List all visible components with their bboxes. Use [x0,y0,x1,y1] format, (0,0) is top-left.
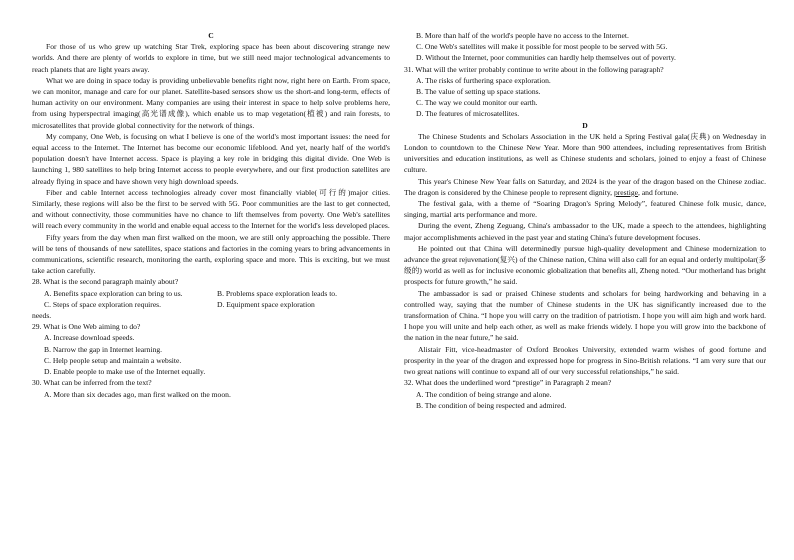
question-30 [32,377,390,399]
question-30-option-b[interactable]: B. More than half of the world's people have no access to the Internet. [416,31,629,40]
left-column [32,30,390,400]
question-28 [32,276,390,321]
passage-c-paragraph-1: For those of us who grew up watching Star Trek, exploring space has been about discovering strange new worlds. And there are plenty of worlds to explore in time, but we still need major technological advancements to reach planets that are light years away. [32,42,390,74]
question-30-option-c[interactable]: C. One Web's satellites will make it possible for most people to be served with 5G. [416,42,668,52]
passage-d-paragraph-6: The ambassador is sad or praised Chinese students and scholars for being hardworking and behaving in a controlled way, saying that the number of Chinese students in the UK has significantly increased due to the transformation of China. “I hope you will carry on the tradition of patriotism. I hope you will aim high and work hard. I hope you will unite and help each other, as well as make friends widely. I hope you will grow into the backbone of the nation in the near future,” he said. [404,288,766,343]
question-32 [404,377,766,411]
question-30-continued [404,30,766,64]
question-29-option-a[interactable]: A. Increase download speeds. [44,333,135,343]
paragraph-2-text-after: , and fortune. [638,187,679,197]
question-31-option-c[interactable]: C. The way we could monitor our earth. [416,98,538,108]
question-29 [32,321,390,377]
question-29-option-c[interactable]: C. Help people setup and maintain a website. [44,355,182,365]
passage-c-paragraph-5: Fifty years from the day when man first walked on the moon, we are still only approaching the possible. There will be tens of thousands of new satellites, space stations and factories in the coming years to bring advancements in communications, scientific research, monitoring the earth, exploring space and more. This is exciting, but we must take action carefully. [32,232,390,276]
passage-d-paragraph-1: The Chinese Students and Scholars Association in the UK held a Spring Festival gala(庆典) on Wednesday in London to countdown to the Chinese New Year. More than 900 attendees, including representatives from British universities and education institutions, as well as Chinese students and scholars, joined to enjoy a feast of Chinese culture. [404,131,766,175]
question-29-stem: 29. What is One Web aiming to do? [32,322,141,332]
question-28-option-d-continued: needs. [32,311,52,321]
question-31-stem: 31. What will the writer probably continue to write about in the following paragraph? [404,64,664,74]
passage-c-paragraph-2: What we are doing in space today is providing unbelievable benefits right now, right here on Earth. From space, we can monitor, manage and care for our planet. Satellite-based sensors show us the short-and long-term, effects of human activity on our environment. Many companies are using their interest in space to help solve problems here, from using hyperspectral imaging(高光谱成像), which enable us to map vegetation(植被) and rain forests, to microsatellites that provide global connectivity for the network of things. [32,75,390,130]
passage-d-paragraph-3: The festival gala, with a theme of “Soaring Dragon's Spring Melody”, featured Chinese folk music, dance, singing, martial arts performance and more. [404,199,766,220]
question-32-stem: 32. What does the underlined word “prestige” in Paragraph 2 mean? [404,378,612,388]
section-c-heading: C [208,31,214,40]
question-31-option-d[interactable]: D. The features of microsatellites. [416,109,520,119]
paragraph-2-text-before: This year's Chinese New Year falls on Saturday, and 2024 is the year of the dragon based on the Chinese zodiac. The dragon is considered by the Chinese people to represent dignity, [404,176,766,197]
question-28-option-a[interactable]: A. Benefits space exploration can bring to us. [44,288,183,298]
question-30-option-d[interactable]: D. Without the Internet, poor communities can hardly help themselves out of poverty. [416,53,676,63]
question-32-option-a[interactable]: A. The condition of being strange and alone. [416,389,552,399]
passage-d-paragraph-2 [404,176,766,198]
question-31-option-b[interactable]: B. The value of setting up space stations. [416,87,541,97]
question-28-stem: 28. What is the second paragraph mainly about? [32,277,179,287]
question-30-stem: 30. What can be inferred from the text? [32,378,152,388]
passage-c-paragraph-3: My company, One Web, is focusing on what I believe is one of the world's most important issues: the need for equal access to the Internet. The Internet has become our economic lifeblood. And yet, nearly half of the world's population doesn't have Internet access. Space is playing a key role in bridging this digital divide. One Web is launching 1, 980 satellites to help bring Internet access to people everywhere, and our first production satellites are already flying in space and have shown very high download speeds. [32,131,390,186]
passage-d-paragraph-7: Alistair Fitt, vice-headmaster of Oxford Brookes University, extended warm wishes of good fortune and prosperity in the year of the dragon and expressed hope for progress in Sino-British relations. “I am very sure that our two great nations will continue to expand all of our very successful relationships,” he said. [404,344,766,377]
question-30-option-a[interactable]: A. More than six decades ago, man first walked on the moon. [44,389,231,399]
passage-d-paragraph-5: He pointed out that China will determinedly pursue high-quality development and Chinese modernization to advance the great rejuvenation(复兴) of the Chinese nation, China will also call for an equal and orderly multipolar(多级的) world as well as for inclusive economic globalization that benefits all, Zheng noted. “Our motherland has bright prospects for future growth,” he said. [404,243,766,287]
question-28-option-c[interactable]: C. Steps of space exploration requires. [44,299,162,309]
question-32-option-b[interactable]: B. The condition of being respected and admired. [416,400,567,410]
question-29-option-b[interactable]: B. Narrow the gap in Internet learning. [44,344,163,354]
underlined-word-prestige: prestige [613,187,639,197]
section-d-heading: D [582,120,588,130]
question-31 [404,64,766,120]
right-column [404,30,766,411]
question-28-option-b[interactable]: B. Problems space exploration leads to. [217,288,337,298]
question-29-option-d[interactable]: D. Enable people to make use of the Internet equally. [44,367,206,377]
passage-c-paragraph-4: Fiber and cable Internet access technologies already cover most financially viable(可行的)major cities. Similarly, these regions will also be the first to be served with 5G. Poor communities are the last to get connected, and without connectivity, those communities have no chance to lift themselves from poverty. One Web's satellites will reach every community in the world and enable equal access to the Internet for the world's less developed places. [32,187,390,231]
question-31-option-a[interactable]: A. The risks of furthering space exploration. [416,75,551,85]
passage-d-paragraph-4: During the event, Zheng Zeguang, China's ambassador to the UK, made a speech to the attendees, highlighting major accomplishments achieved in the past year and stating China's future development focuses. [404,221,766,242]
question-28-option-d[interactable]: D. Equipment space exploration [217,299,315,309]
